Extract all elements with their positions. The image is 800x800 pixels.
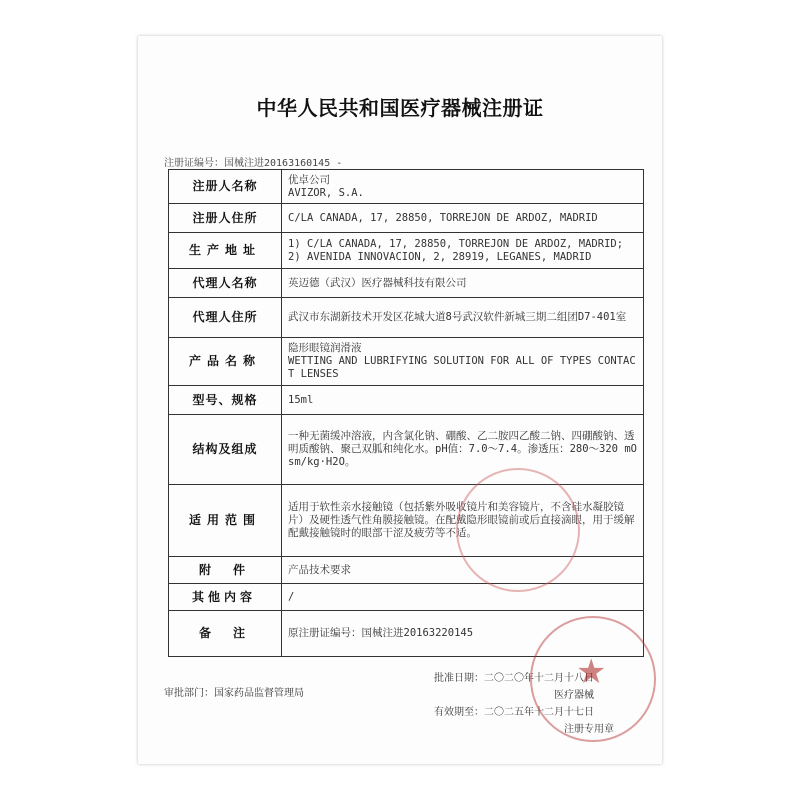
table-row <box>169 204 644 233</box>
row-value: 优卓公司 AVIZOR, S.A. <box>282 170 644 204</box>
row-value: 1) C/LA CANADA, 17, 28850, TORREJON DE ARDOZ, MADRID; 2) AVENIDA INNOVACION, 2, 28919, LEGANES, MADRID <box>282 233 644 269</box>
approval-date: 批准日期：二〇二〇年十二月十八日 <box>434 673 594 684</box>
seal-text-2: 注册专用章 <box>564 724 614 735</box>
row-label: 注册人名称 <box>169 170 282 204</box>
table-row <box>169 233 644 269</box>
row-label: 附件 <box>169 557 282 584</box>
row-value: 隐形眼镜润滑液 WETTING AND LUBRIFYING SOLUTION FOR ALL OF TYPES CONTACT LENSES <box>282 338 644 386</box>
certificate-page <box>138 36 662 764</box>
row-value: / <box>282 584 644 611</box>
row-label: 产品名称 <box>169 338 282 386</box>
certificate-table <box>168 169 644 657</box>
table-row <box>169 269 644 298</box>
table-row <box>169 485 644 557</box>
star-icon: ★ <box>576 652 607 692</box>
row-value: 英迈德（武汉）医疗器械科技有限公司 <box>282 269 644 298</box>
table-row <box>169 386 644 415</box>
document-title: 中华人民共和国医疗器械注册证 <box>256 96 544 120</box>
row-label: 注册人住所 <box>169 204 282 233</box>
table-row <box>169 415 644 485</box>
approval-block <box>434 670 614 738</box>
row-label: 代理人名称 <box>169 269 282 298</box>
table-row <box>169 298 644 338</box>
row-value: 适用于软性亲水接触镜（包括紫外吸收镜片和美容镜片，不含硅水凝胶镜片）及硬性透气性角膜接触镜。在配戴隐形眼镜前或后直接滴眼，用于缓解配戴接触镜时的眼部干涩及疲劳等不适。 <box>282 485 644 557</box>
row-value: 原注册证编号：国械注进20163220145 <box>282 611 644 657</box>
row-label: 型号、规格 <box>169 386 282 415</box>
seal-text: 医疗器械 <box>554 690 594 701</box>
row-value: C/LA CANADA, 17, 28850, TORREJON DE ARDOZ, MADRID <box>282 204 644 233</box>
issuing-authority: 审批部门：国家药品监督管理局 <box>164 688 304 699</box>
registration-number: 注册证编号：国械注进20163160145 - <box>164 158 343 169</box>
table-row <box>169 170 644 204</box>
row-value: 武汉市东湖新技术开发区花城大道8号武汉软件新城三期二组团D7-401室 <box>282 298 644 338</box>
table-row <box>169 611 644 657</box>
row-label: 适用范围 <box>169 485 282 557</box>
table-row <box>169 338 644 386</box>
row-value: 一种无菌缓冲溶液，内含氯化钠、硼酸、乙二胺四乙酸二钠、四硼酸钠、透明质酸钠、聚己双胍和纯化水。pH值：7.0～7.4。渗透压：280～320 mOsm/kg·H2O。 <box>282 415 644 485</box>
row-label: 生产地址 <box>169 233 282 269</box>
table-row <box>169 557 644 584</box>
row-value: 15ml <box>282 386 644 415</box>
expiry-date: 有效期至：二〇二五年十二月十七日 <box>434 707 594 718</box>
table-row <box>169 584 644 611</box>
row-value: 产品技术要求 <box>282 557 644 584</box>
row-label: 备注 <box>169 611 282 657</box>
row-label: 结构及组成 <box>169 415 282 485</box>
row-label: 代理人住所 <box>169 298 282 338</box>
row-label: 其他内容 <box>169 584 282 611</box>
